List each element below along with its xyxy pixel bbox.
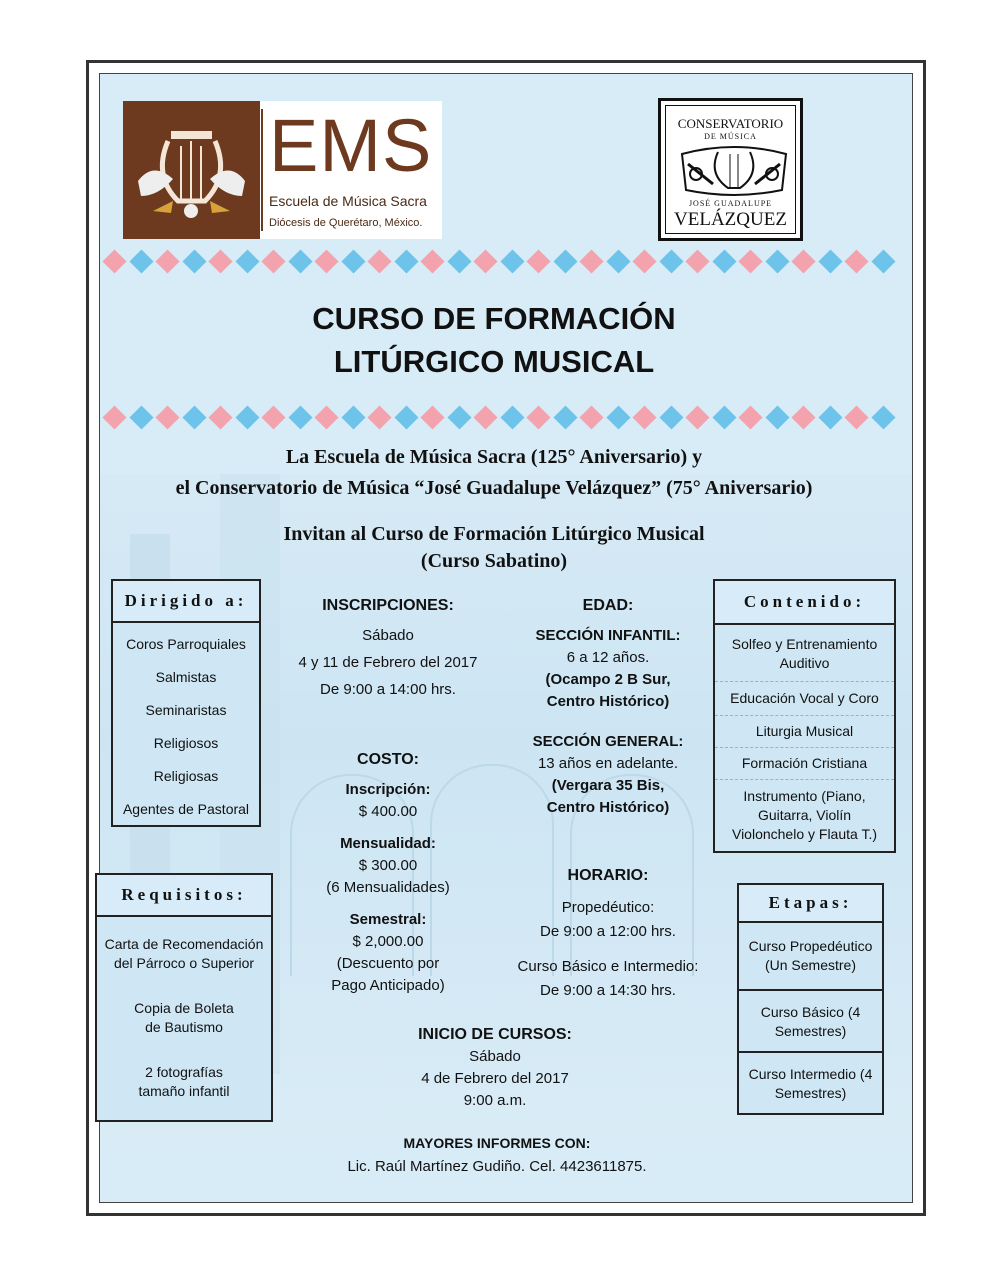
contenido-heading: Contenido: bbox=[715, 581, 894, 625]
cons-title: CONSERVATORIO bbox=[677, 116, 784, 131]
diamond-shape bbox=[261, 249, 285, 273]
diamond-shape bbox=[606, 405, 630, 429]
intro-line-3: Invitan al Curso de Formación Litúrgico Musical bbox=[283, 523, 705, 545]
intro-line-4: (Curso Sabatino) bbox=[420, 550, 568, 572]
diamond-shape bbox=[447, 405, 471, 429]
inicio-date: 4 de Febrero del 2017 bbox=[421, 1070, 569, 1087]
list-item: Carta de Recomendación del Párroco o Superior bbox=[104, 936, 264, 971]
list-item: Copia de Boleta de Bautismo bbox=[134, 1000, 234, 1035]
costo-heading: COSTO: bbox=[357, 751, 419, 768]
basico-label: Curso Básico e Intermedio: bbox=[517, 958, 699, 975]
dirigido-box bbox=[111, 579, 261, 827]
list-item: Educación Vocal y Coro bbox=[715, 681, 894, 715]
ems-diocese: Diócesis de Querétaro, México. bbox=[269, 217, 423, 229]
horario-section bbox=[500, 865, 716, 1002]
infantil-label: SECCIÓN INFANTIL: bbox=[535, 627, 681, 644]
diamond-border-bottom bbox=[102, 405, 892, 433]
list-item: Agentes de Pastoral bbox=[122, 801, 250, 817]
inscripciones-hours: De 9:00 a 14:00 hrs. bbox=[320, 681, 456, 698]
diamond-shape bbox=[791, 249, 815, 273]
diamond-shape bbox=[526, 249, 550, 273]
conservatorio-logo bbox=[658, 98, 803, 241]
diamond-shape bbox=[182, 249, 206, 273]
semestral-value: $ 2,000.00 bbox=[352, 933, 424, 950]
infantil-ages: 6 a 12 años. bbox=[566, 649, 650, 666]
horario-heading: HORARIO: bbox=[567, 867, 649, 884]
diamond-shape bbox=[420, 249, 444, 273]
diamond-shape bbox=[818, 405, 842, 429]
diamond-shape bbox=[685, 249, 709, 273]
diamond-shape bbox=[871, 249, 895, 273]
logo-divider bbox=[261, 109, 263, 231]
diamond-shape bbox=[182, 405, 206, 429]
semestral-label: Semestral: bbox=[349, 911, 427, 928]
title-line-2: LITÚRGICO MUSICAL bbox=[333, 344, 655, 379]
diamond-shape bbox=[341, 249, 365, 273]
diamond-shape bbox=[685, 405, 709, 429]
mensualidad-value: $ 300.00 bbox=[358, 857, 418, 874]
informes-heading: MAYORES INFORMES CON: bbox=[403, 1135, 591, 1151]
requisitos-box bbox=[95, 873, 273, 1122]
list-item: Formación Cristiana bbox=[715, 747, 894, 779]
inscripcion-label: Inscripción: bbox=[345, 781, 431, 798]
list-item: Instrumento (Piano, Guitarra, Violín Violonchelo y Flauta T.) bbox=[715, 779, 894, 851]
etapas-heading: Etapas: bbox=[739, 885, 882, 923]
informes-section bbox=[250, 1132, 744, 1178]
list-item: Salmistas bbox=[155, 669, 217, 685]
diamond-shape bbox=[500, 249, 524, 273]
propedeutico-hours: De 9:00 a 12:00 hrs. bbox=[540, 923, 676, 940]
ems-logo bbox=[123, 101, 442, 239]
diamond-shape bbox=[473, 405, 497, 429]
inscripciones-day: Sábado bbox=[362, 627, 414, 644]
diamond-shape bbox=[553, 405, 577, 429]
lyre-icon bbox=[123, 101, 260, 239]
inscripciones-section bbox=[288, 595, 488, 701]
inicio-section bbox=[380, 1024, 610, 1112]
diamond-shape bbox=[261, 405, 285, 429]
cons-name-last: VELÁZQUEZ bbox=[674, 209, 787, 230]
semestral-note-1: (Descuento por bbox=[336, 955, 440, 972]
diamond-shape bbox=[738, 249, 762, 273]
diamond-shape bbox=[447, 249, 471, 273]
diamond-shape bbox=[394, 249, 418, 273]
general-address-2: Centro Histórico) bbox=[546, 799, 670, 816]
mensualidad-label: Mensualidad: bbox=[340, 835, 436, 852]
etapas-box bbox=[737, 883, 884, 1115]
diamond-shape bbox=[712, 249, 736, 273]
diamond-shape bbox=[738, 405, 762, 429]
diamond-shape bbox=[367, 249, 391, 273]
costo-section bbox=[290, 749, 486, 997]
diamond-shape bbox=[765, 249, 789, 273]
diamond-shape bbox=[579, 249, 603, 273]
list-item: Religiosos bbox=[153, 735, 219, 751]
diamond-shape bbox=[288, 249, 312, 273]
diamond-shape bbox=[526, 405, 550, 429]
diamond-shape bbox=[394, 405, 418, 429]
diamond-shape bbox=[288, 405, 312, 429]
diamond-shape bbox=[102, 405, 126, 429]
semestral-note-2: Pago Anticipado) bbox=[331, 977, 445, 994]
diamond-shape bbox=[765, 405, 789, 429]
mensualidad-note: (6 Mensualidades) bbox=[326, 879, 450, 896]
inicio-day: Sábado bbox=[469, 1048, 521, 1065]
diamond-border-top bbox=[102, 249, 892, 277]
diamond-shape bbox=[420, 405, 444, 429]
diamond-shape bbox=[553, 249, 577, 273]
diamond-shape bbox=[579, 405, 603, 429]
diamond-shape bbox=[659, 249, 683, 273]
list-item: Seminaristas bbox=[145, 702, 227, 718]
intro-line-1: La Escuela de Música Sacra (125° Aniversario) y bbox=[285, 446, 703, 468]
list-item: Curso Propedéutico (Un Semestre) bbox=[739, 923, 882, 991]
diamond-shape bbox=[632, 249, 656, 273]
diamond-shape bbox=[473, 249, 497, 273]
diamond-shape bbox=[844, 249, 868, 273]
diamond-shape bbox=[871, 405, 895, 429]
diamond-shape bbox=[367, 405, 391, 429]
infantil-address-2: Centro Histórico) bbox=[546, 693, 670, 710]
list-item: Curso Básico (4 Semestres) bbox=[739, 991, 882, 1053]
contenido-box bbox=[713, 579, 896, 853]
list-item: Solfeo y Entrenamiento Auditivo bbox=[731, 636, 878, 671]
diamond-shape bbox=[500, 405, 524, 429]
diamond-shape bbox=[791, 405, 815, 429]
diamond-shape bbox=[155, 249, 179, 273]
diamond-shape bbox=[659, 405, 683, 429]
diamond-shape bbox=[818, 249, 842, 273]
list-item: Coros Parroquiales bbox=[126, 636, 246, 652]
list-item: Curso Intermedio (4 Semestres) bbox=[748, 1066, 873, 1101]
diamond-shape bbox=[129, 249, 153, 273]
diamond-shape bbox=[712, 405, 736, 429]
informes-contact: Lic. Raúl Martínez Gudiño. Cel. 4423611875. bbox=[347, 1158, 647, 1175]
inscripciones-heading: INSCRIPCIONES: bbox=[322, 597, 454, 614]
list-item: Religiosas bbox=[153, 768, 219, 784]
inscripcion-value: $ 400.00 bbox=[358, 803, 418, 820]
infantil-address-1: (Ocampo 2 B Sur, bbox=[545, 671, 671, 688]
diamond-shape bbox=[341, 405, 365, 429]
diamond-shape bbox=[208, 405, 232, 429]
ems-initials: EMS bbox=[269, 104, 433, 187]
basico-hours: De 9:00 a 14:30 hrs. bbox=[540, 982, 676, 999]
ems-school-name: Escuela de Música Sacra bbox=[269, 193, 427, 209]
diamond-shape bbox=[102, 249, 126, 273]
title-line-1: CURSO DE FORMACIÓN bbox=[312, 301, 676, 336]
diamond-shape bbox=[314, 405, 338, 429]
general-ages: 13 años en adelante. bbox=[537, 755, 679, 772]
general-label: SECCIÓN GENERAL: bbox=[532, 733, 684, 750]
edad-section bbox=[510, 595, 706, 819]
diamond-shape bbox=[235, 249, 259, 273]
diamond-shape bbox=[155, 405, 179, 429]
inicio-heading: INICIO DE CURSOS: bbox=[418, 1026, 572, 1043]
list-item: 2 fotografías tamaño infantil bbox=[138, 1064, 230, 1099]
intro-line-2: el Conservatorio de Música “José Guadalupe Velázquez” (75° Aniversario) bbox=[175, 477, 813, 499]
instruments-emblem-icon bbox=[678, 144, 790, 196]
diamond-shape bbox=[632, 405, 656, 429]
dirigido-heading: Dirigido a: bbox=[113, 581, 259, 623]
diamond-shape bbox=[129, 405, 153, 429]
list-item: Liturgia Musical bbox=[715, 715, 894, 747]
diamond-shape bbox=[235, 405, 259, 429]
general-address-1: (Vergara 35 Bis, bbox=[551, 777, 665, 794]
inscripciones-dates: 4 y 11 de Febrero del 2017 bbox=[298, 654, 478, 671]
cons-name-first: JOSÉ GUADALUPE bbox=[688, 199, 773, 208]
diamond-shape bbox=[844, 405, 868, 429]
diamond-shape bbox=[314, 249, 338, 273]
edad-heading: EDAD: bbox=[582, 597, 634, 614]
diamond-shape bbox=[606, 249, 630, 273]
inicio-time: 9:00 a.m. bbox=[463, 1092, 527, 1109]
diamond-shape bbox=[208, 249, 232, 273]
cons-subtitle: DE MÚSICA bbox=[704, 132, 757, 141]
logo-border bbox=[665, 105, 796, 234]
requisitos-heading: Requisitos: bbox=[97, 875, 271, 917]
propedeutico-label: Propedéutico: bbox=[561, 899, 655, 916]
